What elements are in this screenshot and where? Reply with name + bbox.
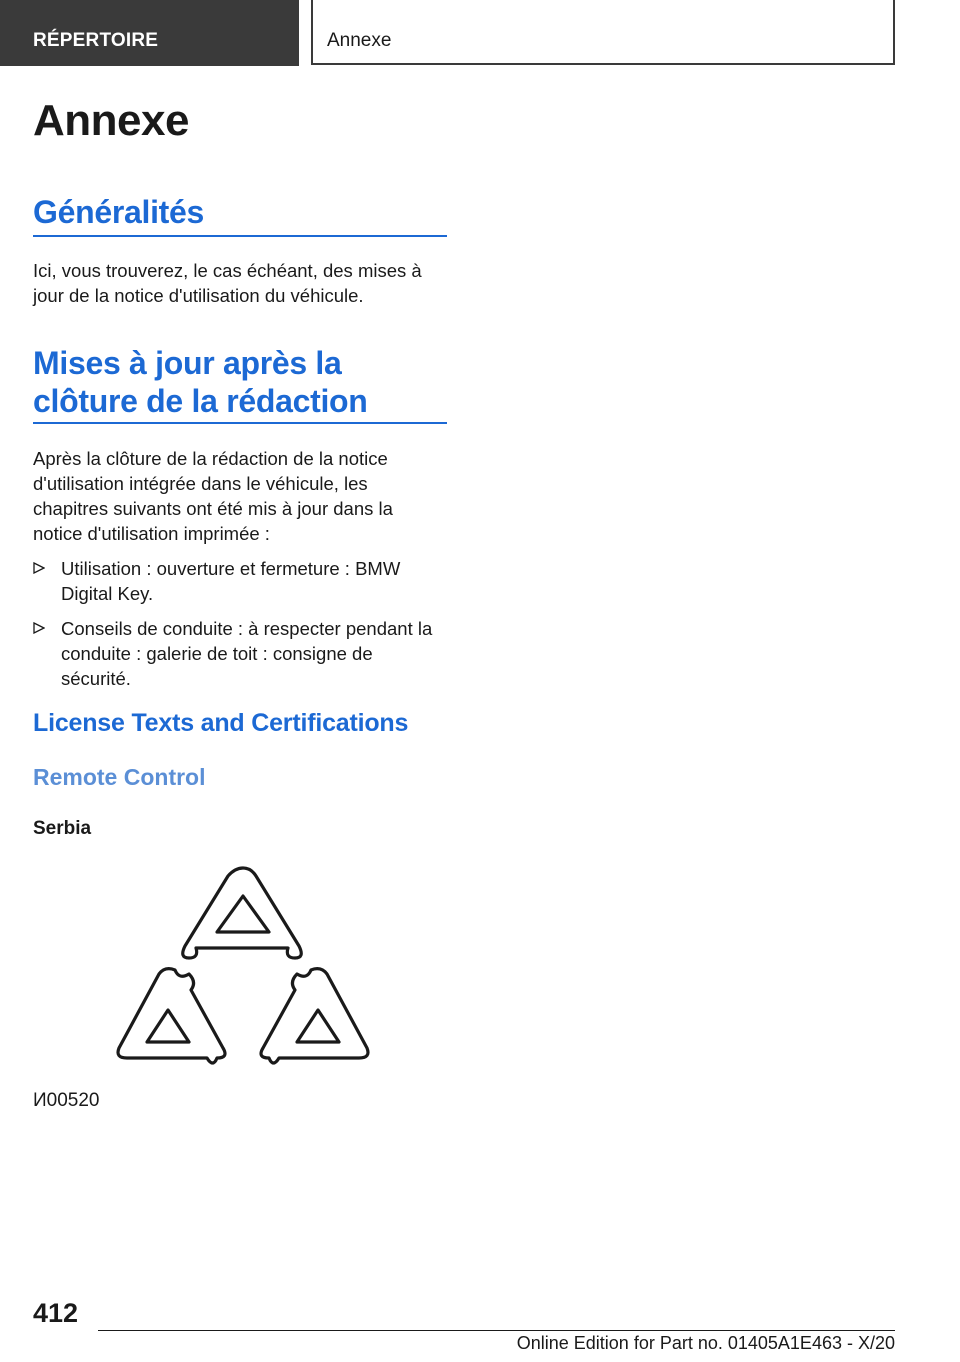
page-title: Annexe — [33, 96, 189, 145]
list-item-text: Utilisation : ouverture et fermeture : BMW Digital Key. — [61, 558, 401, 604]
list-item-text: Conseils de conduite : à respecter pendant la conduite : galerie de toit : consigne de sécurité. — [61, 618, 433, 689]
mises-a-jour-paragraph-block — [33, 446, 447, 546]
list-item — [33, 616, 447, 691]
footer-edition-text: Online Edition for Part no. 01405A1E463 - X/20 — [516, 1333, 895, 1353]
mises-a-jour-heading-block — [33, 344, 447, 424]
certification-code: И00520 — [33, 1090, 100, 1111]
license-heading-block — [33, 709, 447, 738]
generalites-paragraph-block — [33, 258, 447, 308]
current-section-tab: Annexe — [311, 0, 895, 65]
footer-divider — [98, 1330, 895, 1331]
generalites-heading-block — [33, 193, 447, 237]
triangle-bullet-icon — [33, 562, 45, 574]
generalites-heading: Généralités — [33, 194, 205, 230]
updated-chapters-list — [33, 556, 447, 691]
country-label: Serbia — [33, 818, 92, 839]
updated-chapters-list-block — [33, 556, 447, 701]
page-number: 412 — [33, 1298, 79, 1328]
generalites-paragraph: Ici, vous trouverez, le cas échéant, des mises à jour de la notice d'utilisation du véhicule. — [33, 260, 422, 306]
mises-a-jour-heading-line2: clôture de la rédaction — [33, 383, 368, 419]
repertoire-tab[interactable]: RÉPERTOIRE — [0, 0, 299, 66]
list-item — [33, 556, 447, 606]
serbian-certification-mark-icon — [113, 862, 373, 1072]
country-label-block — [33, 818, 447, 840]
license-heading: License Texts and Certifications — [33, 709, 409, 737]
remote-control-heading: Remote Control — [33, 764, 206, 790]
mises-a-jour-paragraph: Après la clôture de la rédaction de la notice d'utilisation intégrée dans le véhicule, les chapitres suivants ont été mis à jour dans la notice d'utilisation imprimée : — [33, 448, 393, 544]
mises-a-jour-heading-line1: Mises à jour après la — [33, 345, 342, 381]
remote-control-heading-block — [33, 764, 447, 791]
triangle-bullet-icon — [33, 622, 45, 634]
